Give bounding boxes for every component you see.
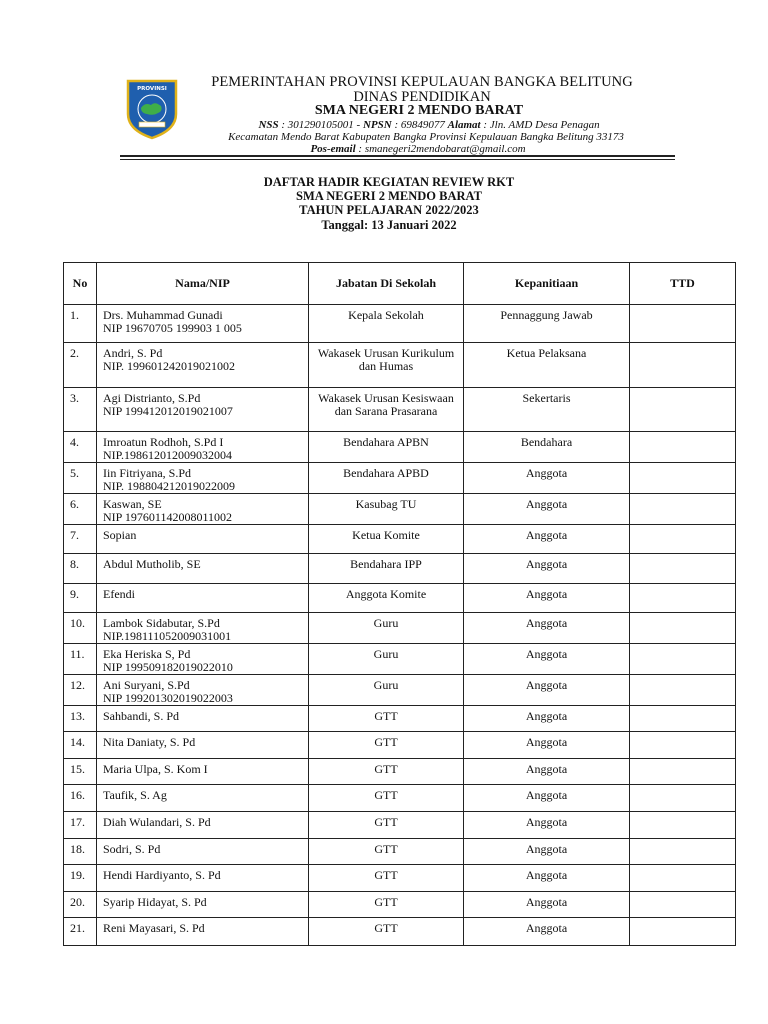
person-nip: NIP 199201302019022003 — [103, 691, 233, 705]
kepanitiaan-cell: Bendahara — [464, 432, 630, 463]
table-body — [64, 305, 736, 946]
person-name: Agi Distrianto, S.Pd — [103, 391, 201, 405]
name-nip-cell — [97, 554, 309, 584]
jabatan-cell: Guru — [309, 675, 464, 706]
kepanitiaan-cell: Anggota — [464, 785, 630, 812]
signature-cell[interactable] — [630, 675, 736, 706]
signature-cell[interactable] — [630, 892, 736, 918]
signature-cell[interactable] — [630, 388, 736, 432]
logo-top-text: PROVINSI — [137, 86, 167, 92]
person-nip: NIP 199509182019022010 — [103, 660, 233, 674]
row-number: 11. — [64, 644, 97, 675]
jabatan-cell: Bendahara APBD — [309, 463, 464, 494]
row-number: 7. — [64, 525, 97, 554]
person-name: Taufik, S. Ag — [103, 788, 167, 802]
person-name: Diah Wulandari, S. Pd — [103, 815, 211, 829]
kepanitiaan-cell: Anggota — [464, 675, 630, 706]
jabatan-cell: Guru — [309, 613, 464, 644]
person-name: Syarip Hidayat, S. Pd — [103, 895, 207, 909]
name-nip-cell — [97, 785, 309, 812]
table-row — [64, 706, 736, 732]
row-number: 17. — [64, 812, 97, 839]
person-name: Drs. Muhammad Gunadi — [103, 308, 223, 322]
signature-cell[interactable] — [630, 463, 736, 494]
jabatan-cell: Wakasek Urusan Kesiswaan dan Sarana Prasarana — [309, 388, 464, 432]
letterhead-rule-thick — [120, 155, 675, 157]
person-nip: NIP 197601142008011002 — [103, 510, 232, 524]
signature-cell[interactable] — [630, 584, 736, 613]
kepanitiaan-cell: Anggota — [464, 759, 630, 785]
table-row — [64, 918, 736, 946]
name-nip-cell — [97, 839, 309, 865]
name-nip-cell — [97, 584, 309, 613]
name-nip-cell — [97, 865, 309, 892]
jabatan-cell: GTT — [309, 706, 464, 732]
signature-cell[interactable] — [630, 343, 736, 388]
row-number: 13. — [64, 706, 97, 732]
signature-cell[interactable] — [630, 305, 736, 343]
signature-cell[interactable] — [630, 785, 736, 812]
row-number: 14. — [64, 732, 97, 759]
row-number: 18. — [64, 839, 97, 865]
person-name: Sopian — [103, 528, 137, 542]
letterhead-province: PEMERINTAHAN PROVINSI KEPULAUAN BANGKA BELITUNG — [211, 74, 633, 90]
kepanitiaan-cell: Anggota — [464, 732, 630, 759]
jabatan-cell: Bendahara APBN — [309, 432, 464, 463]
jabatan-cell: GTT — [309, 918, 464, 946]
jabatan-cell: Guru — [309, 644, 464, 675]
jabatan-cell: Ketua Komite — [309, 525, 464, 554]
kepanitiaan-cell: Anggota — [464, 525, 630, 554]
table-row — [64, 865, 736, 892]
person-name: Reni Mayasari, S. Pd — [103, 921, 205, 935]
jabatan-cell: GTT — [309, 892, 464, 918]
name-nip-cell — [97, 675, 309, 706]
jabatan-cell: Kasubag TU — [309, 494, 464, 525]
row-number: 16. — [64, 785, 97, 812]
signature-cell[interactable] — [630, 918, 736, 946]
person-nip: NIP.198111052009031001 — [103, 629, 232, 643]
header-ttd: TTD — [630, 263, 736, 305]
table-row — [64, 613, 736, 644]
kepanitiaan-cell: Anggota — [464, 644, 630, 675]
person-name: Eka Heriska S, Pd — [103, 647, 191, 661]
person-name: Efendi — [103, 587, 135, 601]
jabatan-cell: GTT — [309, 759, 464, 785]
kepanitiaan-cell: Anggota — [464, 554, 630, 584]
person-name: Nita Daniaty, S. Pd — [103, 735, 196, 749]
document-subtitle-school: SMA NEGERI 2 MENDO BARAT — [296, 189, 482, 203]
email-value: : smanegeri2mendobarat@gmail.com — [355, 143, 526, 155]
name-nip-cell — [97, 525, 309, 554]
table-row — [64, 675, 736, 706]
jabatan-cell: Bendahara IPP — [309, 554, 464, 584]
kepanitiaan-cell: Anggota — [464, 584, 630, 613]
person-name: Imroatun Rodhoh, S.Pd I — [103, 435, 224, 449]
row-number: 12. — [64, 675, 97, 706]
signature-cell[interactable] — [630, 432, 736, 463]
table-row — [64, 432, 736, 463]
signature-cell[interactable] — [630, 644, 736, 675]
person-nip: NIP 199412012019021007 — [103, 404, 233, 418]
signature-cell[interactable] — [630, 865, 736, 892]
header-no: No — [64, 263, 97, 305]
row-number: 3. — [64, 388, 97, 432]
document-subtitle-year: TAHUN PELAJARAN 2022/2023 — [299, 203, 479, 217]
name-nip-cell — [97, 494, 309, 525]
person-name: Lambok Sidabutar, S.Pd — [103, 616, 220, 630]
npsn-label: NPSN — [362, 119, 392, 131]
table-row — [64, 463, 736, 494]
kepanitiaan-cell: Anggota — [464, 463, 630, 494]
signature-cell[interactable] — [630, 613, 736, 644]
table-row — [64, 584, 736, 613]
letterhead-email — [34, 143, 768, 155]
signature-cell[interactable] — [630, 554, 736, 584]
kepanitiaan-cell: Anggota — [464, 706, 630, 732]
kepanitiaan-cell: Anggota — [464, 839, 630, 865]
row-number: 20. — [64, 892, 97, 918]
row-number: 21. — [64, 918, 97, 946]
jabatan-cell: GTT — [309, 865, 464, 892]
name-nip-cell — [97, 706, 309, 732]
header-kepanitiaan: Kepanitiaan — [464, 263, 630, 305]
nss-value: : 301290105001 - — [278, 119, 363, 131]
signature-cell[interactable] — [630, 759, 736, 785]
table-row — [64, 494, 736, 525]
letterhead-district: Kecamatan Mendo Barat Kabupaten Bangka Provinsi Kepulauan Bangka Belitung 33173 — [228, 131, 624, 143]
table-row — [64, 732, 736, 759]
attendance-table — [63, 262, 736, 946]
signature-cell[interactable] — [630, 525, 736, 554]
table-row — [64, 525, 736, 554]
document-date: Tanggal: 13 Januari 2022 — [321, 218, 457, 232]
name-nip-cell — [97, 918, 309, 946]
table-row — [64, 892, 736, 918]
person-name: Iin Fitriyana, S.Pd — [103, 466, 192, 480]
person-name: Abdul Mutholib, SE — [103, 557, 201, 571]
row-number: 10. — [64, 613, 97, 644]
jabatan-cell: Anggota Komite — [309, 584, 464, 613]
person-name: Ani Suryani, S.Pd — [103, 678, 190, 692]
jabatan-cell: GTT — [309, 812, 464, 839]
kepanitiaan-cell: Anggota — [464, 918, 630, 946]
person-nip: NIP.198612012009032004 — [103, 448, 233, 462]
table-header-row — [64, 263, 736, 305]
signature-cell[interactable] — [630, 812, 736, 839]
name-nip-cell — [97, 732, 309, 759]
person-name: Sodri, S. Pd — [103, 842, 161, 856]
name-nip-cell — [97, 388, 309, 432]
letterhead-rule-thin — [120, 159, 675, 160]
kepanitiaan-cell: Ketua Pelaksana — [464, 343, 630, 388]
table-row — [64, 343, 736, 388]
name-nip-cell — [97, 463, 309, 494]
row-number: 6. — [64, 494, 97, 525]
row-number: 2. — [64, 343, 97, 388]
row-number: 8. — [64, 554, 97, 584]
person-nip: NIP. 198804212019022009 — [103, 479, 236, 493]
row-number: 19. — [64, 865, 97, 892]
table-row — [64, 305, 736, 343]
letterhead-department: DINAS PENDIDIKAN — [353, 89, 491, 105]
person-name: Hendi Hardiyanto, S. Pd — [103, 868, 221, 882]
person-nip: NIP. 199601242019021002 — [103, 359, 236, 373]
kepanitiaan-cell: Sekertaris — [464, 388, 630, 432]
kepanitiaan-cell: Anggota — [464, 812, 630, 839]
person-name: Andri, S. Pd — [103, 346, 163, 360]
person-name: Sahbandi, S. Pd — [103, 709, 180, 723]
signature-cell[interactable] — [630, 494, 736, 525]
kepanitiaan-cell: Pennaggung Jawab — [464, 305, 630, 343]
table-row — [64, 554, 736, 584]
kepanitiaan-cell: Anggota — [464, 494, 630, 525]
person-nip: NIP 19670705 199903 1 005 — [103, 321, 242, 335]
name-nip-cell — [97, 432, 309, 463]
header-jabatan: Jabatan Di Sekolah — [309, 263, 464, 305]
row-number: 15. — [64, 759, 97, 785]
signature-cell[interactable] — [630, 706, 736, 732]
signature-cell[interactable] — [630, 839, 736, 865]
row-number: 4. — [64, 432, 97, 463]
letterhead-identifiers — [45, 119, 768, 131]
nss-label: NSS — [258, 119, 279, 131]
table-row — [64, 388, 736, 432]
signature-cell[interactable] — [630, 732, 736, 759]
letterhead-school: SMA NEGERI 2 MENDO BARAT — [314, 103, 524, 118]
table-row — [64, 812, 736, 839]
jabatan-cell: GTT — [309, 785, 464, 812]
name-nip-cell — [97, 892, 309, 918]
jabatan-cell: GTT — [309, 732, 464, 759]
alamat-label: Alamat — [447, 119, 481, 131]
document-title: DAFTAR HADIR KEGIATAN REVIEW RKT — [263, 175, 515, 189]
name-nip-cell — [97, 759, 309, 785]
table-row — [64, 759, 736, 785]
name-nip-cell — [97, 305, 309, 343]
person-name: Kaswan, SE — [103, 497, 162, 511]
row-number: 9. — [64, 584, 97, 613]
table-row — [64, 644, 736, 675]
name-nip-cell — [97, 613, 309, 644]
name-nip-cell — [97, 644, 309, 675]
name-nip-cell — [97, 812, 309, 839]
jabatan-cell: GTT — [309, 839, 464, 865]
header-nama-nip: Nama/NIP — [97, 263, 309, 305]
alamat-value: : Jln. AMD Desa Penagan — [480, 119, 600, 131]
table-row — [64, 785, 736, 812]
table-row — [64, 839, 736, 865]
kepanitiaan-cell: Anggota — [464, 613, 630, 644]
jabatan-cell: Wakasek Urusan Kurikulum dan Humas — [309, 343, 464, 388]
kepanitiaan-cell: Anggota — [464, 865, 630, 892]
jabatan-cell: Kepala Sekolah — [309, 305, 464, 343]
name-nip-cell — [97, 343, 309, 388]
npsn-value: : 69849077 — [391, 119, 448, 131]
row-number: 5. — [64, 463, 97, 494]
kepanitiaan-cell: Anggota — [464, 892, 630, 918]
email-label: Pos-email — [310, 143, 356, 155]
person-name: Maria Ulpa, S. Kom I — [103, 762, 208, 776]
row-number: 1. — [64, 305, 97, 343]
